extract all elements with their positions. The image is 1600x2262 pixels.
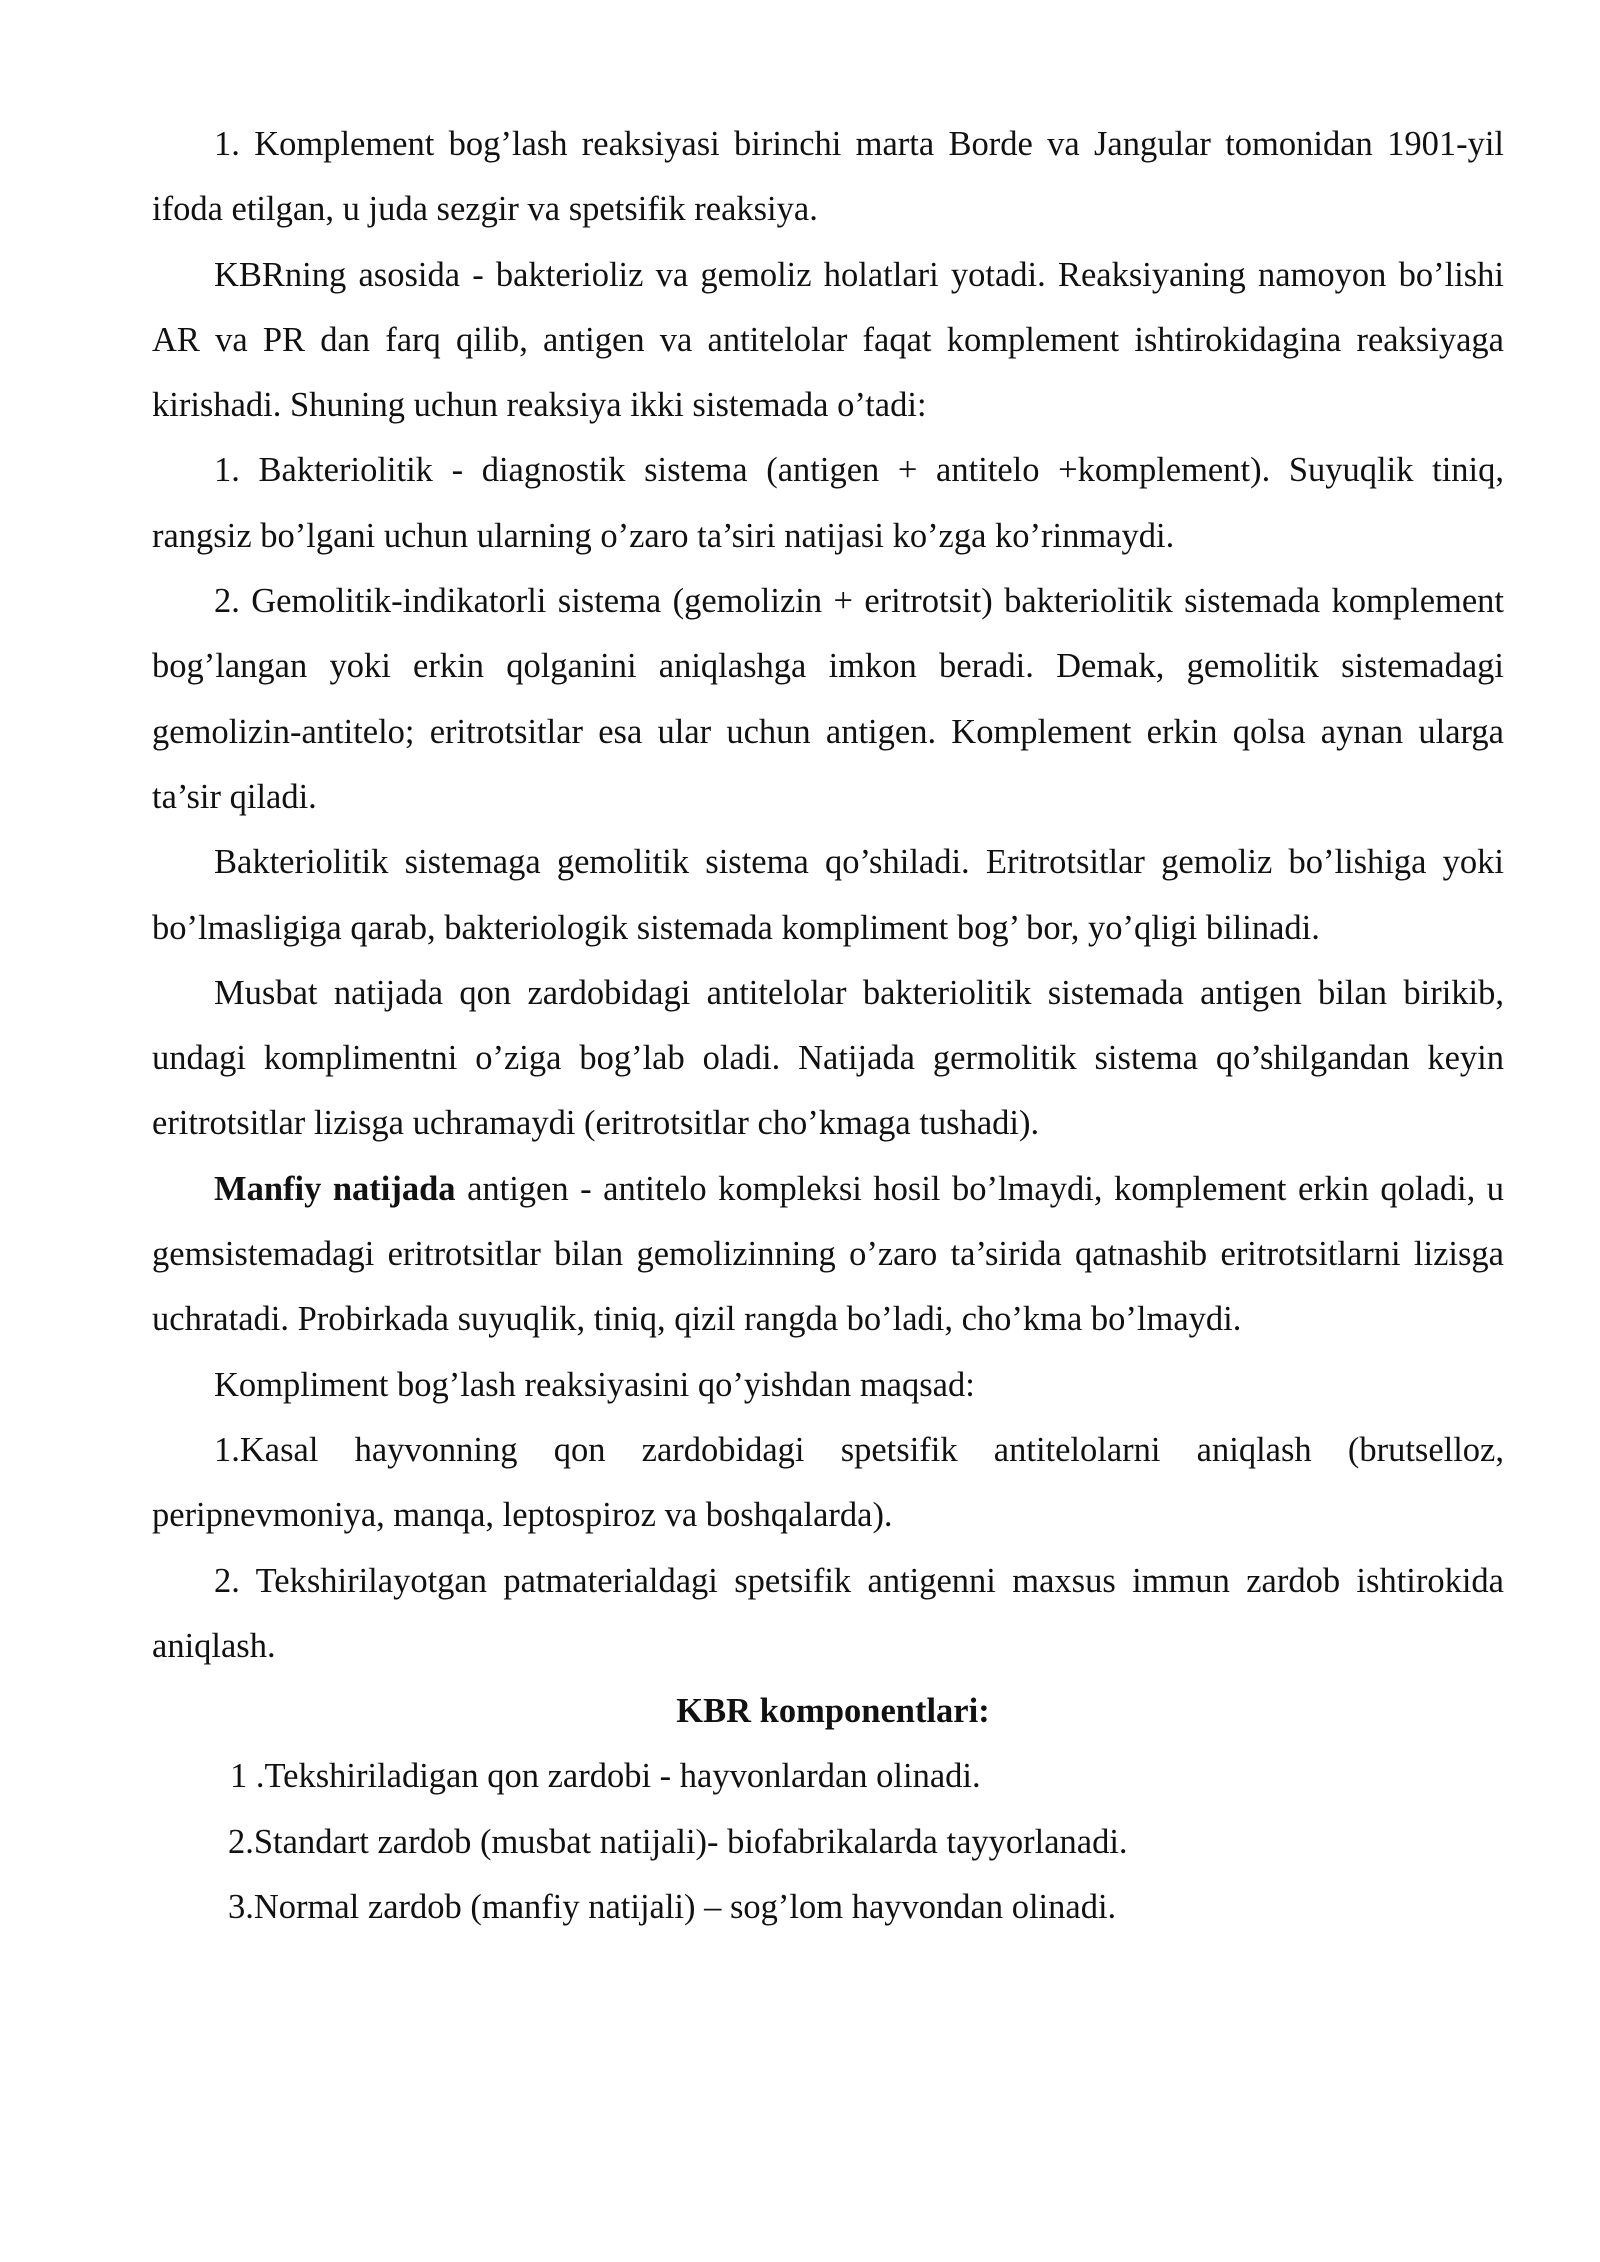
negative-result-term: Manfiy natijada <box>214 1169 456 1208</box>
section-heading: KBR komponentlari: <box>676 1692 990 1731</box>
list-item: 2.Standart zardob (musbat natijali)- biofabrikalarda tayyorlanadi. <box>228 1822 1128 1861</box>
negative-result-text: antigen - antitelo kompleksi hosil bo’lmaydi, komplement erkin qoladi, u gemsistemadagi eritrotsitlar bilan gemolizinning o’zaro ta’sirida qatnashib eritrotsitlarni lizisga uchratadi. Probirkada suyuqlik, tiniq, qizil rangda bo’ladi, cho’kma bo’lmaydi. <box>152 1169 1504 1339</box>
paragraph-purpose-1: 1.Kasal hayvonning qon zardobidagi spetsifik antitelolarni aniqlash (brutselloz, peripnevmoniya, manqa, leptospiroz va boshqalarda). <box>152 1430 1504 1535</box>
paragraph-positive-result: Musbat natijada qon zardobidagi antitelolar bakteriolitik sistemada antigen bilan birikib, undagi komplimentni o’ziga bog’lab oladi. Natijada germolitik sistema qo’shilgandan keyin eritrotsitlar lizisga uchramaydi (eritrotsitlar cho’kmaga tushadi). <box>152 973 1504 1143</box>
list-item: 1 .Tekshiriladigan qon zardobi - hayvonlardan olinadi. <box>230 1757 981 1796</box>
paragraph-negative-result <box>152 1157 1504 1353</box>
paragraph-hemolytic-system: 2. Gemolitik-indikatorli sistema (gemolizin + eritrotsit) bakteriolitik sistemada komplement bog’langan yoki erkin qolganini aniqlashga imkon beradi. Demak, gemolitik sistemadagi gemolizin-antitelo; eritrotsitlar esa ular uchun antigen. Komplement erkin qolsa aynan ularga ta’sir qiladi. <box>152 582 1504 816</box>
list-item: 3.Normal zardob (manfiy natijali) – sog’lom hayvondan olinadi. <box>228 1888 1117 1927</box>
paragraph-system-combination: Bakteriolitik sistemaga gemolitik sistema qo’shiladi. Eritrotsitlar gemoliz bo’lishiga yoki bo’lmasligiga qarab, bakteriologik sistemada kompliment bog’ bor, yo’qligi bilinadi. <box>152 843 1504 947</box>
paragraph-kbr-history: 1. Komplement bog’lash reaksiyasi birinchi marta Borde va Jangular tomonidan 1901-yil ifoda etilgan, u juda sezgir va spetsifik reaksiya. <box>152 125 1504 229</box>
paragraph-purpose-intro: Kompliment bog’lash reaksiyasini qo’yishdan maqsad: <box>214 1365 975 1404</box>
paragraph-bacteriolytic-system: 1. Bakteriolitik - diagnostik sistema (antigen + antitelo +komplement). Suyuqlik tiniq, rangsiz bo’lgani uchun ularning o’zaro ta’siri natijasi ko’zga ko’rinmaydi. <box>152 451 1504 555</box>
paragraph-purpose-2: 2. Tekshirilayotgan patmaterialdagi spetsifik antigenni maxsus immun zardob ishtirokida aniqlash. <box>152 1561 1504 1665</box>
paragraph-kbr-basis: KBRning asosida - bakterioliz va gemoliz holatlari yotadi. Reaksiyaning namoyon bo’lishi AR va PR dan farq qilib, antigen va antitelolar faqat komplement ishtirokidagina reaksiyaga kirishadi. Shuning uchun reaksiya ikki sistemada o’tadi: <box>152 255 1504 425</box>
